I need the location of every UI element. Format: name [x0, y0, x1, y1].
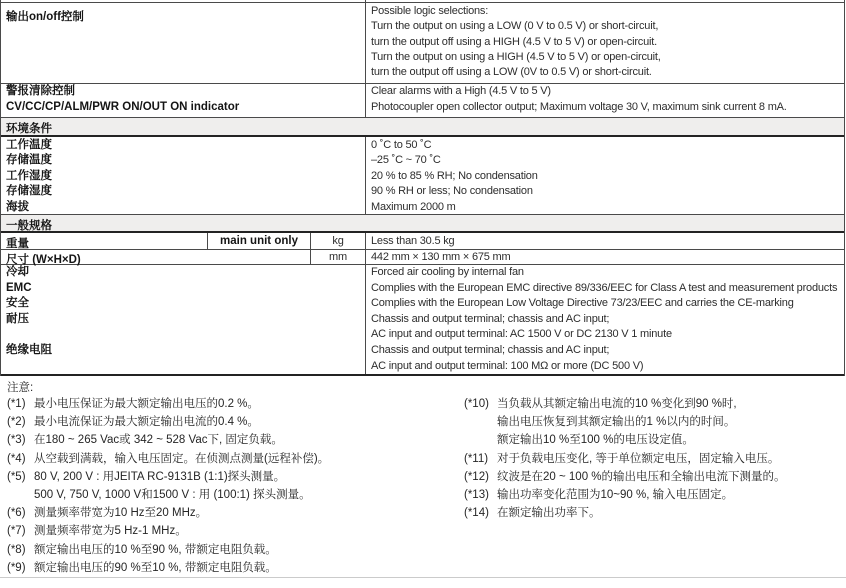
label-line: 工作温度 [6, 139, 52, 151]
label-line: 海拔 [6, 200, 29, 213]
notes-left-column [7, 395, 329, 577]
note-text: 500 V, 750 V, 1000 V和1500 V : 用 (100:1) 探头测量。 [34, 488, 311, 501]
note-text: 额定输出电压的10 %至90 %, 带额定电阻负载。 [34, 543, 277, 556]
note-marker [464, 431, 497, 449]
content-line: 90 % RH or less; No condensation [371, 185, 533, 198]
label-line: 存储湿度 [6, 185, 52, 198]
note-item [7, 450, 329, 468]
notes-title: 注意: [7, 382, 34, 394]
note-item [7, 559, 329, 577]
note-text: 在额定输出功率下。 [497, 507, 601, 520]
content-line: turn the output off using a HIGH (4.5 V to 5 V) or open-circuit. [371, 35, 657, 48]
content-line: Chassis and output terminal; chassis and AC input; [371, 343, 610, 356]
note-item [7, 522, 329, 540]
note-marker [7, 486, 34, 504]
label-line: 工作湿度 [6, 169, 52, 182]
section-divider [0, 231, 845, 233]
note-text: 对于负载电压变化, 等于单位额定电压，固定输入电压。 [497, 452, 780, 465]
label-line [6, 359, 52, 375]
content-line: AC input and output terminal: 100 MΩ or more (DC 500 V) [371, 359, 644, 372]
note-marker: (*8) [7, 543, 26, 556]
label-line: 绝缘电阻 [6, 343, 52, 356]
note-marker [464, 413, 497, 431]
table-top-border [0, 2, 845, 3]
content-line: AC input and output terminal: AC 1500 V or DC 2130 V 1 minute [371, 328, 672, 341]
note-text: 测量频率带宽为10 Hz至20 MHz。 [34, 507, 208, 520]
label-line: CV/CC/CP/ALM/PWR ON/OUT ON indicator [6, 100, 240, 113]
notes-right-column [464, 395, 786, 522]
environment-section-band [1, 118, 844, 135]
note-marker: (*2) [7, 416, 26, 429]
row-divider [0, 117, 845, 118]
note-marker: (*7) [7, 525, 26, 538]
note-item [7, 541, 329, 559]
note-text: 测量频率带宽为5 Hz-1 MHz。 [34, 525, 187, 538]
note-item [464, 468, 786, 486]
column-divider [365, 233, 366, 374]
note-item [7, 504, 329, 522]
note-marker: (*13) [464, 488, 489, 501]
note-text: 输出电压恢复到其额定输出的1 %以内的时间。 [497, 416, 736, 429]
note-text: 最小电流保证为最大额定输出电流的0.4 %。 [34, 416, 259, 429]
note-text: 额定输出电压的90 %至10 %, 带额定电阻负载。 [34, 561, 277, 574]
content-line: Complies with the European EMC directive 89/336/EEC for Class A test and measurement products [371, 281, 838, 294]
note-marker: (*5) [7, 470, 26, 483]
label-line: 安全 [6, 297, 29, 310]
row-alarm-indicator-label [6, 84, 239, 115]
note-marker: (*1) [7, 398, 26, 410]
note-marker: (*10) [464, 398, 489, 410]
note-text: 纹波是在20 ~ 100 %的输出电压和全输出电流下测量的。 [497, 470, 786, 483]
note-item [7, 486, 329, 504]
note-marker: (*6) [7, 507, 26, 520]
note-item [464, 504, 786, 522]
content-line: Forced air cooling by internal fan [371, 266, 524, 278]
content-line: Maximum 2000 m [371, 200, 456, 213]
table-bottom-border [0, 374, 845, 376]
note-marker: (*4) [7, 452, 26, 465]
note-item [464, 431, 786, 449]
page-bottom-rule [0, 577, 846, 578]
note-text: 从空载到满载，输入电压固定。在侦测点测量(远程补偿)。 [34, 452, 330, 465]
label-line: EMC [6, 281, 32, 294]
content-line: Photocoupler open collector output; Maximum voltage 30 V, maximum sink current 8 mA. [371, 100, 787, 113]
note-item [464, 486, 786, 504]
note-item [464, 450, 786, 468]
dimensions-label: 尺寸 (W×H×D) [6, 254, 81, 266]
content-line: Possible logic selections: [371, 5, 489, 17]
label-line: 存储温度 [6, 154, 52, 167]
row-output-onoff-content [371, 4, 661, 80]
general-spec-section-band [1, 215, 844, 232]
column-divider [365, 137, 366, 214]
content-line: –25 ˚C ~ 70 ˚C [371, 154, 441, 167]
label-line: 冷却 [6, 266, 29, 278]
note-item [7, 468, 329, 486]
content-line: Clear alarms with a High (4.5 V to 5 V) [371, 85, 551, 97]
note-marker: (*14) [464, 507, 489, 520]
label-line: 警报清除控制 [6, 85, 75, 97]
environment-values [371, 138, 538, 215]
note-marker: (*12) [464, 470, 489, 483]
note-item [464, 395, 786, 413]
content-line: turn the output off using a LOW (0V to 0.5 V) or short-circuit. [371, 66, 652, 79]
environment-labels [6, 138, 52, 215]
note-item [464, 413, 786, 431]
note-marker: (*3) [7, 434, 26, 447]
content-line: 20 % to 85 % RH; No condensation [371, 169, 538, 182]
note-item [7, 413, 329, 431]
section-header-general-spec: 一般规格 [6, 220, 52, 232]
row-alarm-indicator-content [371, 84, 787, 115]
general-spec-values [371, 265, 837, 374]
label-line [6, 327, 52, 343]
content-line: Turn the output on using a HIGH (4.5 V to 5 V) or open-circuit, [371, 50, 661, 63]
note-marker: (*11) [464, 452, 489, 465]
row-output-onoff-label: 输出on/off控制 [6, 11, 84, 23]
note-text: 80 V, 200 V : 用JEITA RC-9131B (1:1)探头测量。 [34, 470, 286, 483]
content-line: Turn the output on using a LOW (0 V to 0.5 V) or short-circuit, [371, 20, 659, 33]
weight-scope: main unit only [220, 235, 298, 247]
content-line: 0 ˚C to 50 ˚C [371, 139, 432, 151]
content-line: Complies with the European Low Voltage Directive 73/23/EEC and carries the CE-marking [371, 297, 794, 310]
note-item [7, 431, 329, 449]
dimensions-unit: mm [329, 251, 347, 263]
section-divider [0, 135, 845, 137]
row-divider [0, 249, 845, 250]
table-left-border [0, 0, 1, 376]
weight-value: Less than 30.5 kg [371, 235, 455, 247]
note-text: 最小电压保证为最大额定输出电压的0.2 %。 [34, 398, 259, 410]
note-item [7, 395, 329, 413]
note-text: 在180 ~ 265 Vac或 342 ~ 528 Vac下, 固定负载。 [34, 434, 283, 447]
weight-label: 重量 [6, 238, 29, 250]
table-right-border [844, 0, 845, 376]
general-spec-labels [6, 265, 52, 374]
content-line: Chassis and output terminal; chassis and AC input; [371, 312, 610, 325]
note-text: 额定输出10 %至100 %的电压设定值。 [497, 434, 694, 447]
note-marker: (*9) [7, 561, 26, 574]
section-header-environment: 环境条件 [6, 123, 52, 135]
dimensions-value: 442 mm × 130 mm × 675 mm [371, 251, 511, 263]
note-text: 输出功率变化范围为10~90 %, 输入电压固定。 [497, 488, 734, 501]
column-divider [365, 0, 366, 117]
label-line: 耐压 [6, 312, 29, 325]
note-text: 当负载从其额定输出电流的10 %变化到90 %时, [497, 398, 737, 410]
weight-unit: kg [332, 235, 344, 247]
